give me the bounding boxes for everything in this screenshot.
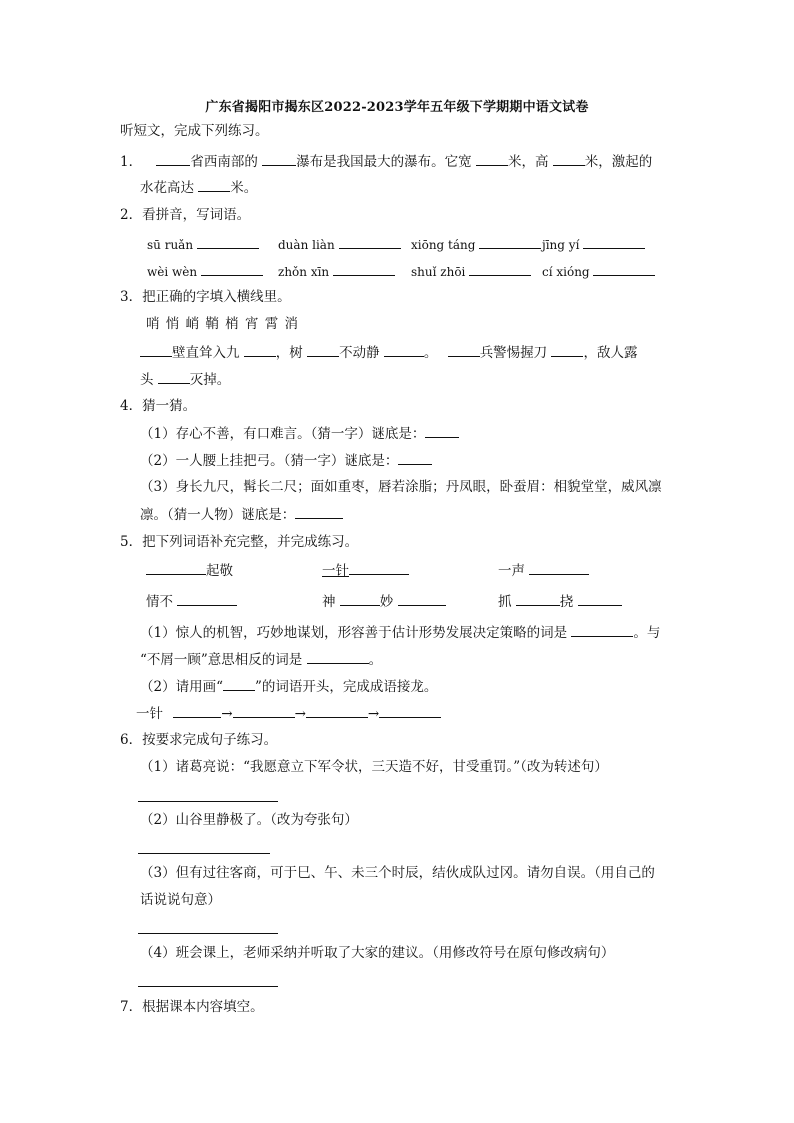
question-3-text: 壁直耸入九 xyxy=(172,345,240,361)
idiom-text: 一针 xyxy=(322,563,349,579)
sentence-task-3-line-2: 话说说句意） xyxy=(140,892,221,908)
idiom-item xyxy=(146,561,233,580)
answer-blank[interactable] xyxy=(425,424,459,438)
answer-blank[interactable] xyxy=(398,451,432,465)
sentence-task-3-line-1: （3）但有过往客商，可于巳、午、未三个时辰，结伙成队过冈。请勿自误。（用自己的 xyxy=(140,865,655,881)
answer-blank[interactable] xyxy=(197,235,259,249)
answer-blank[interactable] xyxy=(593,262,655,276)
idiom-text: 挠 xyxy=(559,594,574,610)
pinyin-text: sū ruǎn xyxy=(147,238,194,252)
answer-blank[interactable] xyxy=(306,704,368,718)
arrow-icon: → xyxy=(294,706,306,722)
question-6-title: 6．按要求完成句子练习。 xyxy=(120,732,278,748)
answer-blank[interactable] xyxy=(529,561,589,575)
question-2-title: 2．看拼音，写词语。 xyxy=(120,207,251,223)
question-1-text: 米。 xyxy=(230,180,258,196)
arrow-icon: → xyxy=(367,706,380,722)
answer-blank[interactable] xyxy=(307,650,369,664)
question-1-line-2 xyxy=(140,178,257,197)
pinyin-item xyxy=(542,235,645,252)
question-3-title: 3．把正确的字填入横线里。 xyxy=(120,289,291,305)
question-5-text: （1）惊人的机智，巧妙地谋划，形容善于估计形势发展决定策略的词是 xyxy=(140,625,568,641)
question-5-text: 。与 xyxy=(633,625,661,641)
question-1-text: 瀑布是我国最大的瀑布。它宽 xyxy=(296,154,472,170)
question-1-text: 省西南部的 xyxy=(190,154,258,170)
idiom-item xyxy=(146,592,237,611)
question-1-number: 1． xyxy=(120,154,143,170)
question-3-text: ，树 xyxy=(275,345,303,361)
pinyin-text: cí xióng xyxy=(542,265,590,279)
question-1-text: 米，高 xyxy=(507,154,549,170)
answer-blank[interactable] xyxy=(233,704,295,718)
answer-blank[interactable] xyxy=(578,592,622,606)
question-3-text: ，敌人露 xyxy=(583,345,638,361)
idiom-text: 一声 xyxy=(498,563,525,579)
pinyin-text: shuǐ zhōi xyxy=(411,265,466,279)
question-5-sub-1-line-2 xyxy=(140,650,382,669)
pinyin-item xyxy=(542,262,655,279)
question-3-line-2 xyxy=(140,370,230,389)
answer-blank[interactable] xyxy=(307,343,339,357)
answer-blank[interactable] xyxy=(479,235,541,249)
answer-blank[interactable] xyxy=(223,677,255,691)
pinyin-text: jīng yí xyxy=(542,238,580,252)
question-1-line-1 xyxy=(120,152,652,171)
question-5-text: （2）请用画“ xyxy=(140,679,223,695)
question-5-sub-1-line-1 xyxy=(140,623,660,642)
riddle-text: （2）一人腰上挂把弓。（猜一字）谜底是： xyxy=(140,453,399,469)
question-3-text: 不动静 xyxy=(339,345,380,361)
answer-blank[interactable] xyxy=(140,343,172,357)
riddle-2 xyxy=(140,451,432,470)
answer-blank[interactable] xyxy=(333,262,395,276)
idiom-item xyxy=(322,561,409,580)
answer-blank[interactable] xyxy=(551,343,583,357)
idiom-item xyxy=(498,561,589,580)
question-3-text: 兵警惕握刀 xyxy=(479,345,548,361)
riddle-text: （1）存心不善，有口难言。（猜一字）谜底是： xyxy=(140,426,426,442)
answer-blank[interactable] xyxy=(173,704,221,718)
pinyin-item xyxy=(278,262,395,279)
question-3-text: 。 xyxy=(423,345,438,361)
pinyin-item xyxy=(278,235,401,252)
question-5-text: “不屑一顾”意思相反的词是 xyxy=(140,652,303,668)
question-1-text: 水花高达 xyxy=(140,180,194,196)
riddle-1 xyxy=(140,424,459,443)
answer-blank[interactable] xyxy=(583,235,645,249)
character-options: 哨 悄 峭 鞘 梢 宵 霄 消 xyxy=(146,316,300,332)
pinyin-item xyxy=(147,235,259,252)
sentence-task-2: （2）山谷里静极了。（改为夸张句） xyxy=(140,812,358,828)
answer-blank[interactable] xyxy=(339,235,401,249)
answer-blank[interactable] xyxy=(469,262,531,276)
question-5-text: 。 xyxy=(368,652,383,668)
answer-blank[interactable] xyxy=(244,343,276,357)
answer-blank[interactable] xyxy=(384,343,424,357)
question-5-text: ”的词语开头，完成成语接龙。 xyxy=(255,679,438,695)
idiom-text: 神 xyxy=(322,594,336,610)
question-3-text: 灭掉。 xyxy=(189,372,231,388)
pinyin-text: xiōng táng xyxy=(411,238,476,252)
question-5-title: 5．把下列词语补充完整，并完成练习。 xyxy=(120,534,359,550)
riddle-text: 凛。（猜一人物）谜底是： xyxy=(140,507,296,523)
riddle-3-line-2 xyxy=(140,505,343,524)
chain-start-word: 一针 xyxy=(136,706,163,722)
answer-blank[interactable] xyxy=(553,152,585,166)
answer-line[interactable] xyxy=(138,801,278,802)
pinyin-item xyxy=(411,262,531,279)
question-3-line-1 xyxy=(140,343,637,362)
answer-line[interactable] xyxy=(138,933,278,934)
answer-blank[interactable] xyxy=(201,262,263,276)
answer-blank[interactable] xyxy=(295,505,343,519)
question-4-title: 4．猜一猜。 xyxy=(120,398,197,414)
question-3-text: 头 xyxy=(140,372,154,388)
answer-blank[interactable] xyxy=(177,592,237,606)
question-7-title: 7．根据课本内容填空。 xyxy=(120,999,264,1015)
question-1-text: 米，激起的 xyxy=(584,154,653,170)
answer-blank[interactable] xyxy=(156,152,190,166)
answer-line[interactable] xyxy=(138,986,278,987)
answer-blank[interactable] xyxy=(476,152,508,166)
idiom-text: 抓 xyxy=(498,594,512,610)
answer-blank[interactable] xyxy=(571,623,633,637)
idiom-item xyxy=(498,592,622,611)
pinyin-text: wèi wèn xyxy=(147,265,198,279)
idiom-text: 妙 xyxy=(379,594,394,610)
idiom-item xyxy=(322,592,446,611)
answer-blank[interactable] xyxy=(340,592,380,606)
exam-title: 广东省揭阳市揭东区2022-2023学年五年级下学期期中语文试卷 xyxy=(205,100,589,115)
answer-blank[interactable] xyxy=(262,152,296,166)
answer-blank[interactable] xyxy=(198,178,230,192)
sentence-task-1: （1）诸葛亮说：“我愿意立下军令状，三天造不好，甘受重罚。”（改为转述句） xyxy=(140,759,608,775)
pinyin-item xyxy=(411,235,541,252)
answer-blank[interactable] xyxy=(146,561,206,575)
riddle-3-line-1: （3）身长九尺，髯长二尺；面如重枣，唇若涂脂；丹凤眼，卧蚕眉：相貌堂堂，威风凛 xyxy=(140,479,662,495)
answer-line[interactable] xyxy=(138,853,270,854)
pinyin-item xyxy=(147,262,263,279)
sentence-task-4: （4）班会课上，老师采纳并听取了大家的建议。（用修改符号在原句修改病句） xyxy=(140,945,615,961)
answer-blank[interactable] xyxy=(398,592,446,606)
answer-blank[interactable] xyxy=(379,704,441,718)
answer-blank[interactable] xyxy=(349,561,409,575)
idiom-text: 起敬 xyxy=(206,563,233,579)
idiom-text: 情不 xyxy=(146,594,173,610)
answer-blank[interactable] xyxy=(516,592,560,606)
idiom-chain xyxy=(136,704,441,723)
answer-blank[interactable] xyxy=(158,370,190,384)
arrow-icon: → xyxy=(221,706,233,722)
pinyin-text: zhǒn xīn xyxy=(278,265,330,279)
question-5-sub-2 xyxy=(140,677,437,696)
answer-blank[interactable] xyxy=(448,343,480,357)
intro-text: 听短文，完成下列练习。 xyxy=(120,123,269,139)
pinyin-text: duàn liàn xyxy=(278,238,335,252)
